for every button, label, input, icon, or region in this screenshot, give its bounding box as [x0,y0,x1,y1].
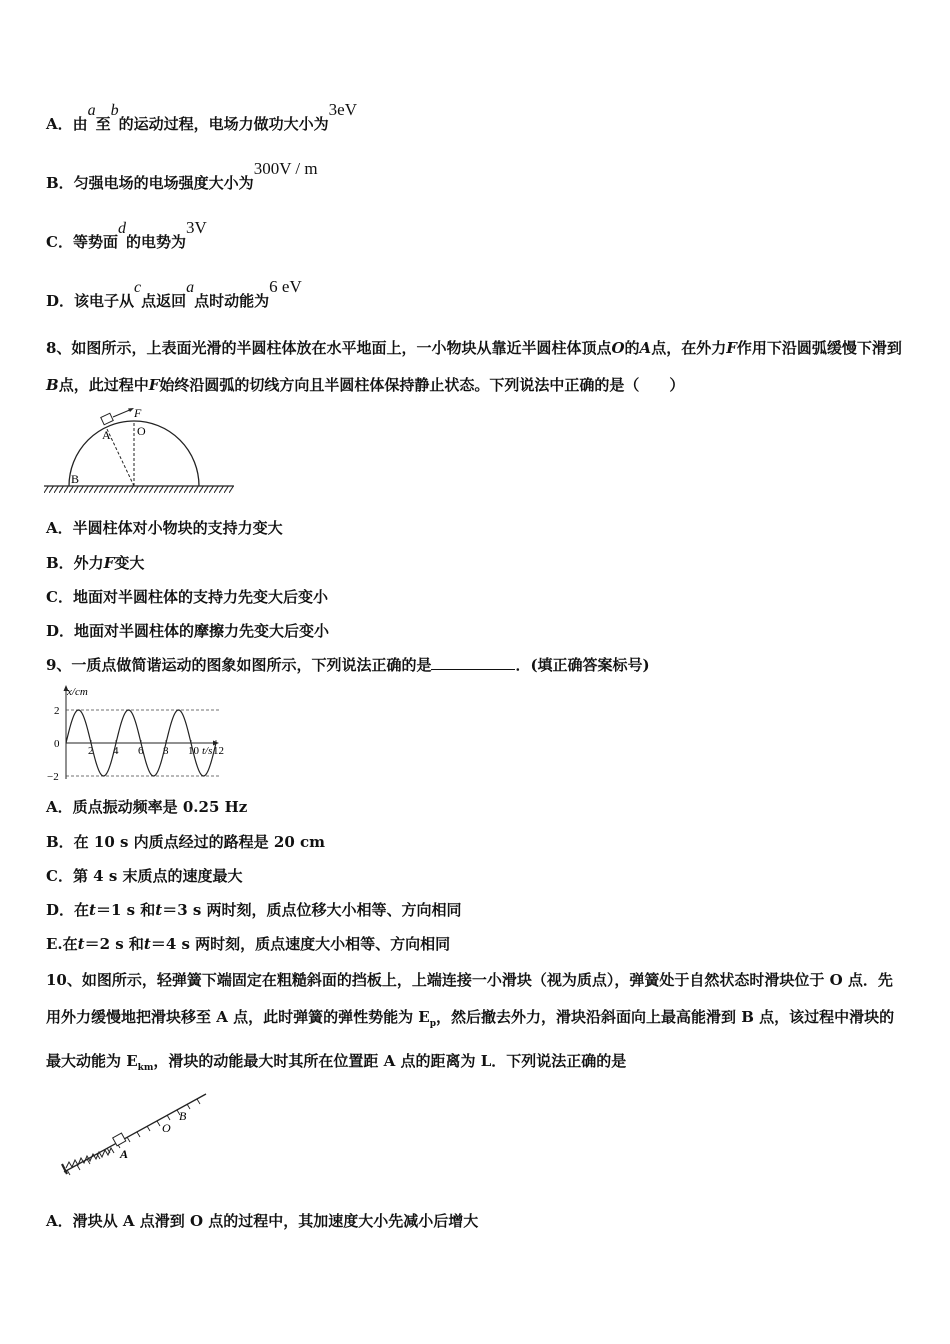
q7a-var-b: b [110,102,119,119]
stop-plate [62,1164,67,1174]
q9e-text-1: E.在 [46,935,78,953]
y-axis-label: x/cm [67,686,88,698]
q9e-var-t2: t [143,935,151,953]
x-tick-12: 12 [213,745,224,757]
q9-option-d [46,900,462,920]
q8-var-a: A [639,339,652,357]
q7b-value: 300V / m [253,159,318,178]
q7c-value: 3V [185,218,207,237]
label-a: A [120,1147,129,1161]
q9-stem-2: ．(填正确答案标号) [515,656,650,674]
q8-option-c: C．地面对半圆柱体的支持力先变大后变小 [46,588,328,606]
q7d-text-1: D．该电子从 [46,292,135,310]
q7d-var-c: c [134,279,142,296]
q9-stem [46,655,650,675]
q7c-var-d: d [117,220,126,237]
q7b-text: B．匀强电场的电场强度大小为 [46,174,254,192]
q9-option-c: C．第 4 s 末质点的速度最大 [46,867,243,885]
q7d-value: 6 eV [269,277,302,296]
q9-stem-1: 9、一质点做简谐运动的图象如图所示，下列说法正确的是 [46,656,432,674]
q7-option-d [46,277,302,312]
q7-option-a [46,100,357,135]
q8-var-o: O [611,339,625,357]
x-tick-6: 6 [138,745,144,757]
q9-option-b: B．在 10 s 内质点经过的路程是 20 cm [46,833,325,851]
q9-option-e [46,934,450,954]
y-tick-0: 2 [54,705,60,717]
q8-option-a: A．半圆柱体对小物块的支持力变大 [46,519,283,537]
label-f: F [134,406,142,420]
q10-stem-2: ，然后撤去外力，滑块沿斜面向上最高能滑到 B 点，该过程中滑块的最大动能为 E [46,1008,895,1070]
q7a-text-2: 至 [95,115,111,133]
q7d-text-3: 点时动能为 [194,292,270,310]
q8-var-f: F [726,339,737,357]
q9d-var-t2: t [155,901,163,919]
q9e-var-t1: t [77,935,85,953]
q9-sine-chart [42,684,222,784]
q9d-text-3: ＝3 s 两时刻，质点位移大小相等、方向相同 [162,901,462,919]
x-tick-2: 2 [88,745,94,757]
q9e-text-2: ＝2 s 和 [84,935,144,953]
q7a-value: 3eV [328,100,357,119]
answer-blank [431,655,515,670]
q8-stem-2: 的 [624,339,640,357]
x-tick-4: 4 [113,745,119,757]
q9d-var-t1: t [89,901,96,919]
q10-sub-p: p [429,1019,437,1029]
q8-stem-5: 点，此过程中 [58,376,149,394]
q7d-var-a: a [186,279,195,296]
q7a-var-a: a [87,102,96,119]
q7a-text-1: A．由 [46,115,88,133]
q7a-text-3: 的运动过程，电场力做功大小为 [118,115,329,133]
q8b-text-1: B．外力 [46,554,104,572]
q8-stem-4: 作用下沿圆弧缓慢下滑到 [736,339,902,357]
label-o: O [162,1121,171,1135]
q9-option-a: A．质点振动频率是 0.25 Hz [46,798,248,816]
q7-option-c [46,218,207,253]
q7-option-b [46,159,318,193]
q10-option-a: A．滑块从 A 点滑到 O 点的过程中，其加速度大小先减小后增大 [46,1212,479,1230]
ground-hatch [44,486,234,493]
label-b: B [71,472,80,486]
q10-stem-1: 10、如图所示，轻弹簧下端固定在粗糙斜面的挡板上，上端连接一小滑块（视为质点），弹簧处于自然状态时滑块位于 O 点．先用外力缓慢地把滑块移至 A 点，此时弹簧的弹性势能为 E [46,971,893,1026]
q8-stem-3: 点，在外力 [651,339,727,357]
q8-var-b: B [46,376,59,394]
q8-stem-1: 8、如图所示，上表面光滑的半圆柱体放在水平地面上，一小物块从靠近半圆柱体顶点 [46,339,612,357]
q8-option-b [46,553,144,573]
q7d-text-2: 点返回 [141,292,187,310]
q9d-text-2: ＝1 s 和 [95,901,156,919]
q10-sub-km: km [137,1063,154,1073]
q10-incline-figure [58,1086,213,1178]
x-tick-8: 8 [163,745,169,757]
block [101,413,113,424]
q10-stem-3: ，滑块的动能最大时其所在位置距 A 点的距离为 L．下列说法正确的是 [153,1052,627,1070]
q7c-text-2: 的电势为 [125,233,186,251]
q8-option-d: D．地面对半圆柱体的摩擦力先变大后变小 [46,622,330,640]
q9d-text-1: D．在 [46,901,90,919]
q8-stem-6: 始终沿圆弧的切线方向且半圆柱体保持静止状态。下列说法中正确的是（ ） [159,376,685,394]
y-tick-1: 0 [54,738,60,750]
x-axis-label: t/s [202,745,213,757]
q8-stem [46,330,906,404]
y-tick-2: −2 [47,771,59,783]
label-o: O [137,424,146,438]
x-tick-10: 10 [188,745,199,757]
q7c-text-1: C．等势面 [46,233,118,251]
q8-var-f2: F [148,376,160,394]
q10-stem [46,962,906,1087]
q8-semicircle-figure [44,405,239,497]
q8b-text-2: 变大 [114,554,145,572]
label-b: B [179,1109,187,1123]
q8b-var-f: F [103,554,115,572]
label-a: A [102,428,111,442]
q9e-text-3: ＝4 s 两时刻，质点速度大小相等、方向相同 [150,935,451,953]
